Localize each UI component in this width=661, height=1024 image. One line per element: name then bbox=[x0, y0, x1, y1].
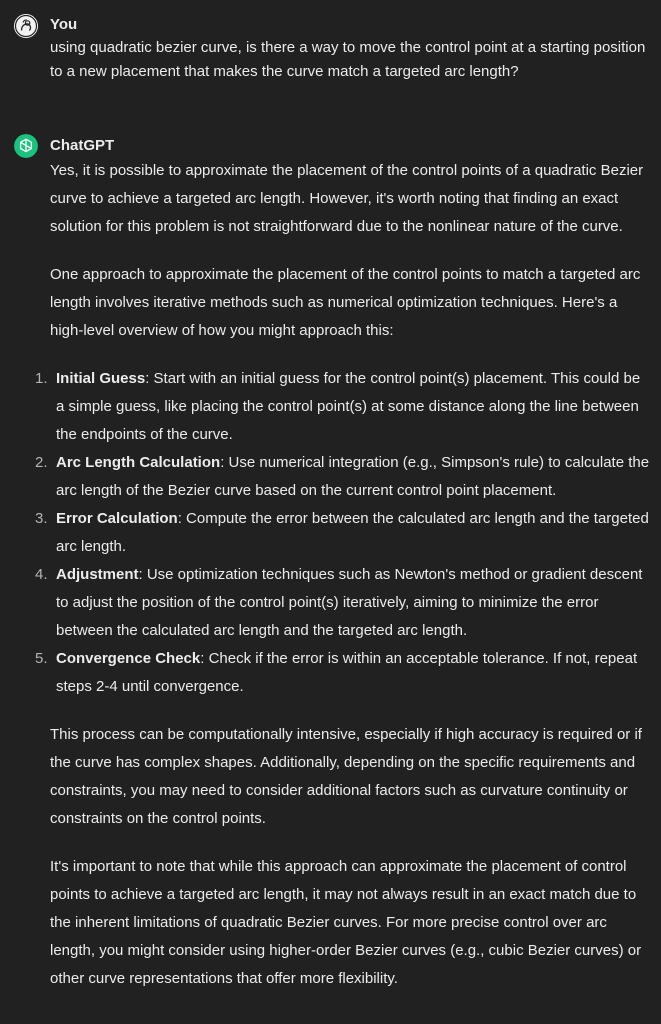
openai-logo-icon bbox=[14, 134, 38, 158]
list-item-text: : Use numerical integration (e.g., Simpson's rule) to calculate the arc length of the Bezier curve based on the current control point placement. bbox=[56, 454, 650, 499]
assistant-message-body bbox=[35, 157, 650, 993]
user-message-text: using quadratic bezier curve, is there a way to move the control point at a starting position to a new placement that makes the curve match a targeted arc length? bbox=[50, 39, 646, 80]
list-item-number: 5. bbox=[35, 650, 48, 667]
list-item-text: : Check if the error is within an acceptable tolerance. If not, repeat steps 2-4 until convergence. bbox=[56, 650, 638, 695]
list-item-title: Adjustment bbox=[56, 566, 139, 583]
assistant-paragraph: This process can be computationally intensive, especially if high accuracy is required or if the curve has complex shapes. Additionally, depending on the specific requirements and constraints, you may need to consider additional factors such as curvature continuity or constraints on the control points. bbox=[50, 726, 642, 827]
list-item-title: Convergence Check bbox=[56, 650, 201, 667]
list-item bbox=[35, 645, 650, 701]
list-item-title: Error Calculation bbox=[56, 510, 178, 527]
assistant-paragraph: One approach to approximate the placement of the control points to match a targeted arc length involves iterative methods such as numerical optimization techniques. Here's a high-level overview of how you might approach this: bbox=[50, 266, 641, 339]
list-item-number: 1. bbox=[35, 370, 48, 387]
list-item-text: : Compute the error between the calculated arc length and the targeted arc length. bbox=[56, 510, 649, 555]
assistant-paragraph: It's important to note that while this approach can approximate the placement of control points to achieve a targeted arc length, it may not always result in an exact match due to the inherent limitations of quadratic Bezier curves. For more precise control over arc length, you might consider using higher-order Bezier curves (e.g., cubic Bezier curves) or other curve representations that offer more flexibility. bbox=[50, 858, 642, 987]
list-item-title: Arc Length Calculation bbox=[56, 454, 221, 471]
list-item bbox=[35, 449, 650, 505]
list-item bbox=[35, 365, 650, 449]
list-item-number: 3. bbox=[35, 510, 48, 527]
list-item-number: 4. bbox=[35, 566, 48, 583]
user-author-name: You bbox=[50, 16, 78, 33]
assistant-author-name: ChatGPT bbox=[50, 137, 115, 154]
steps-list bbox=[35, 365, 650, 701]
list-item bbox=[35, 505, 650, 561]
assistant-paragraph: Yes, it is possible to approximate the placement of the control points of a quadratic Bezier curve to achieve a targeted arc length. However, it's worth noting that finding an exact solution for this problem is not straightforward due to the nonlinear nature of the curve. bbox=[50, 162, 644, 235]
list-item-text: : Use optimization techniques such as Newton's method or gradient descent to adjust the position of the control point(s) iteratively, aiming to minimize the error between the calculated arc length and the targeted arc length. bbox=[56, 566, 643, 639]
user-avatar-icon bbox=[14, 14, 38, 38]
list-item-text: : Start with an initial guess for the control point(s) placement. This could be a simple guess, like placing the control point(s) at some distance along the line between the endpoints of the curve. bbox=[56, 370, 641, 443]
list-item-title: Initial Guess bbox=[56, 370, 146, 387]
list-item-number: 2. bbox=[35, 454, 48, 471]
list-item bbox=[35, 561, 650, 645]
